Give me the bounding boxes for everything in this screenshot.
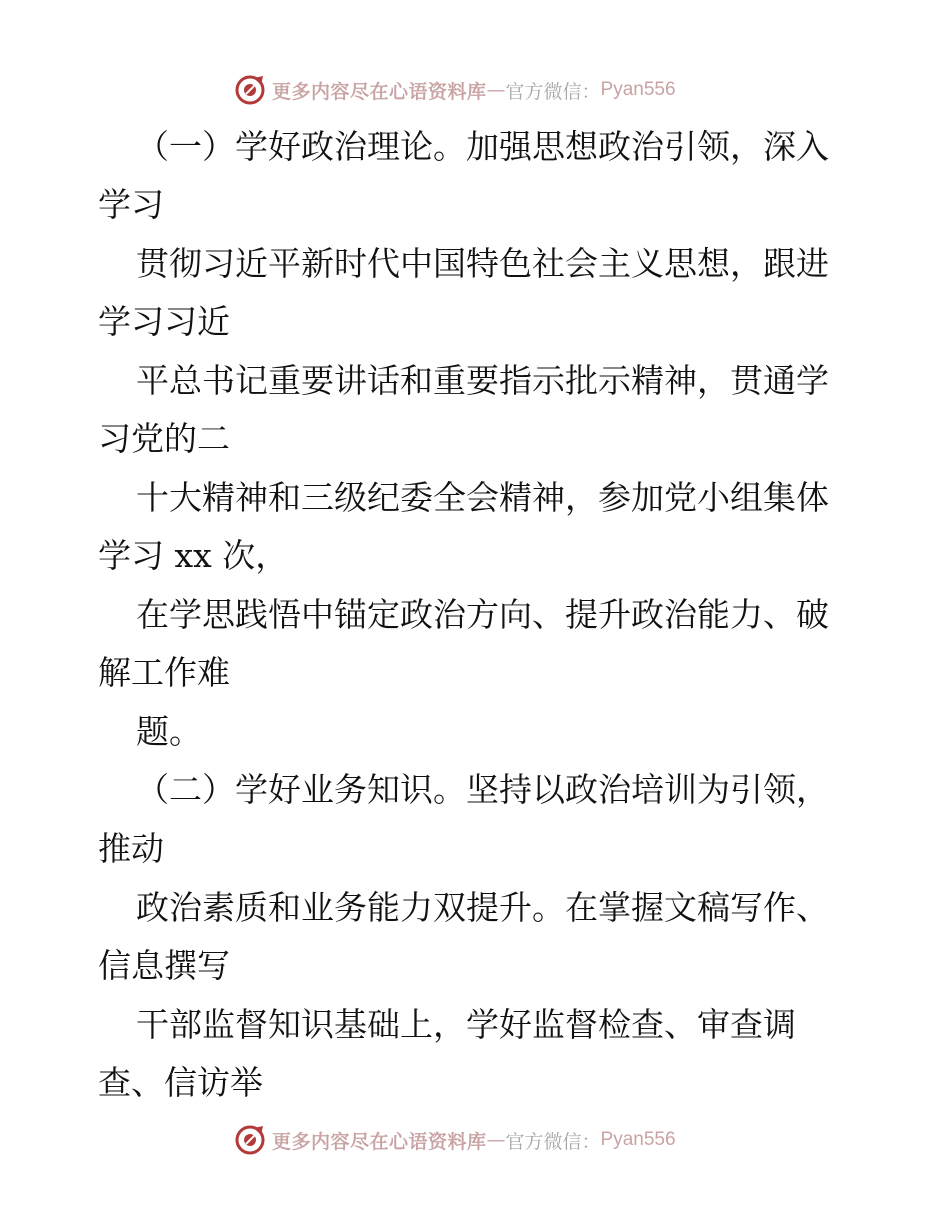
- banner-wechat-label: 官方微信：: [505, 80, 601, 103]
- footer-banner: [234, 1123, 676, 1157]
- text-line: 推动: [98, 829, 164, 868]
- text-line: 解工作难: [98, 653, 230, 692]
- text-line: 习党的二: [98, 419, 230, 458]
- text-line: 学习 xx 次，: [98, 536, 289, 575]
- banner-wechat-handle: Pyan556: [600, 79, 676, 100]
- pen-logo-icon: [234, 1124, 266, 1156]
- banner-main-text: 更多内容尽在心语资料库: [272, 1130, 487, 1153]
- banner-wechat-label: 官方微信：: [505, 1130, 601, 1153]
- text-line: （一）学好政治理论。加强思想政治引领，深入: [136, 127, 829, 166]
- text-line: 贯彻习近平新时代中国特色社会主义思想，跟进: [136, 244, 829, 283]
- banner-separator: —: [486, 79, 506, 101]
- text-line: 信息撰写: [98, 946, 230, 985]
- text-line: 学习: [98, 185, 164, 224]
- banner-separator: —: [486, 1129, 506, 1151]
- text-line: 政治素质和业务能力双提升。在掌握文稿写作、: [136, 888, 829, 927]
- text-line: 在学思践悟中锚定政治方向、提升政治能力、破: [136, 595, 829, 634]
- text-line: 学习习近: [98, 302, 230, 341]
- text-line: 平总书记重要讲话和重要指示批示精神，贯通学: [136, 361, 829, 400]
- text-line: 查、信访举: [98, 1063, 263, 1102]
- text-line: 题。: [136, 712, 202, 751]
- text-line: （二）学好业务知识。坚持以政治培训为引领，: [136, 770, 829, 809]
- banner-main-text: 更多内容尽在心语资料库: [272, 80, 487, 103]
- banner-wechat-handle: Pyan556: [600, 1129, 676, 1150]
- text-line: 干部监督知识基础上，学好监督检查、审查调: [136, 1005, 796, 1044]
- text-line: 十大精神和三级纪委全会精神，参加党小组集体: [136, 478, 829, 517]
